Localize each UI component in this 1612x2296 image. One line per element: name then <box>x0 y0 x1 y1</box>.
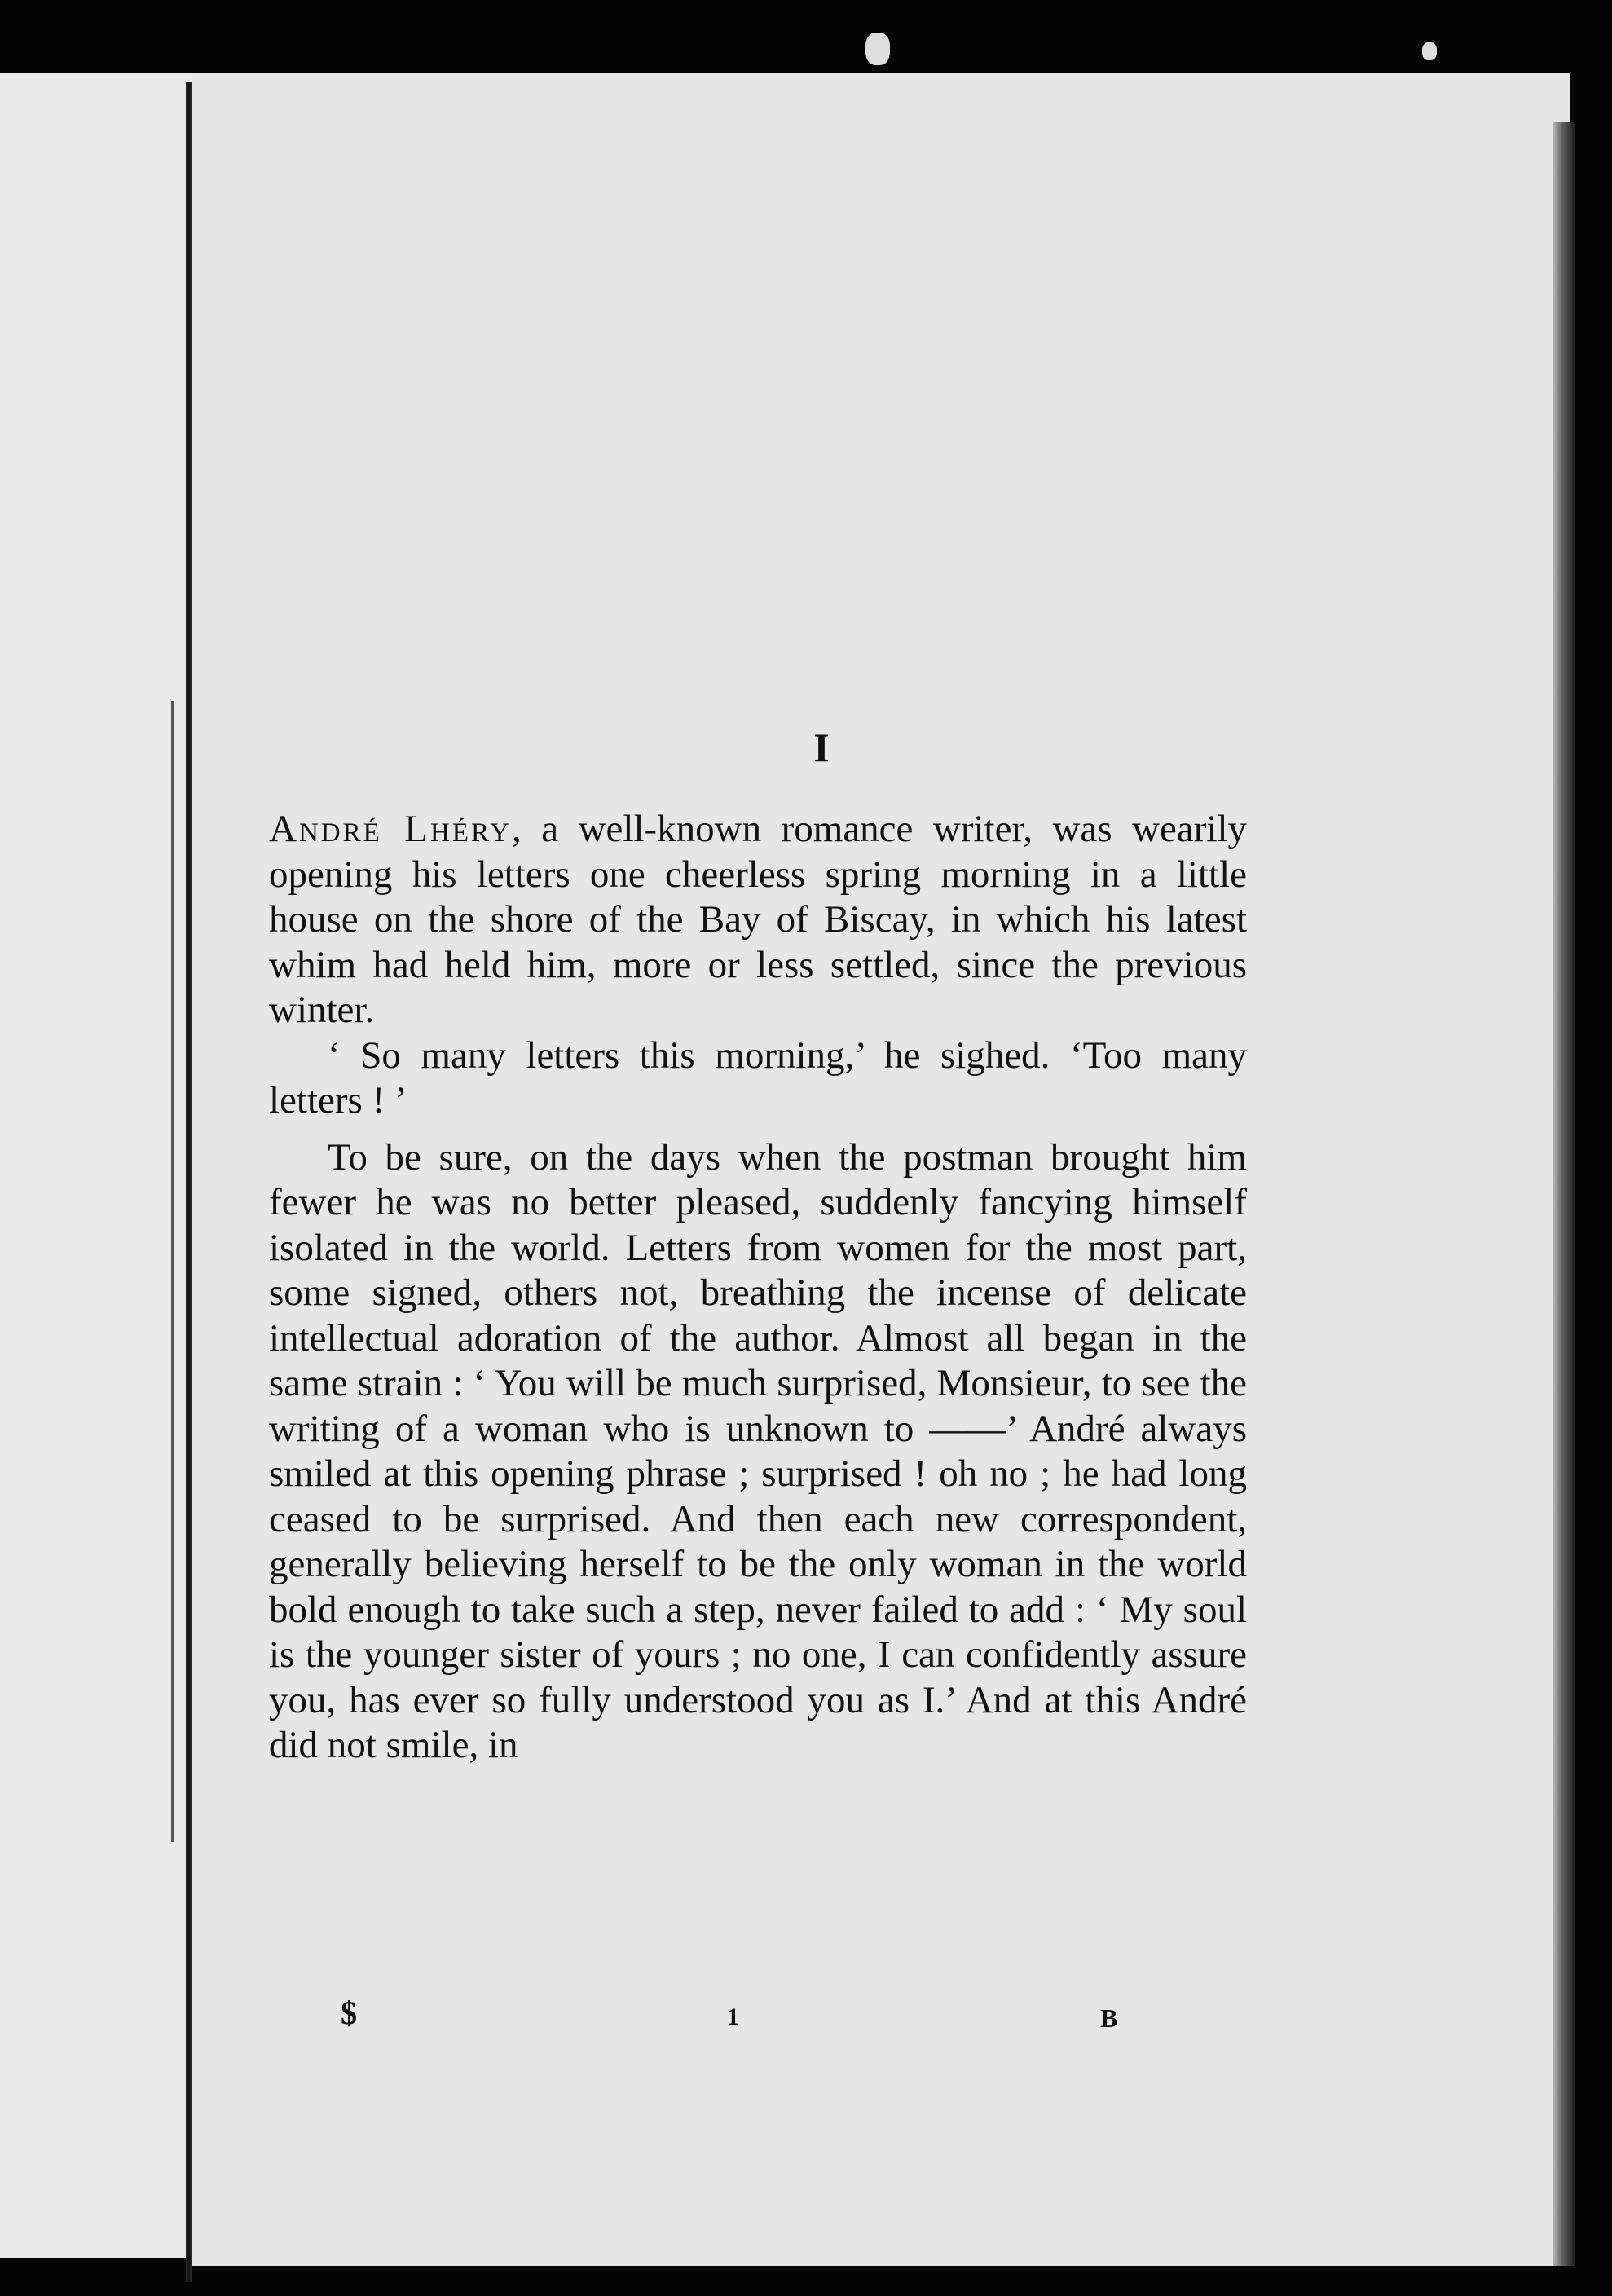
page-number: 1 <box>727 2003 739 2030</box>
printer-mark: $ <box>341 1994 357 2031</box>
page-edge-shadow <box>1553 122 1575 2266</box>
book-gutter <box>186 82 192 2282</box>
body-text <box>269 807 1247 1769</box>
paragraph-lead-name: André Lhéry <box>269 808 512 850</box>
paragraph-2: ‘ So many letters this morning,’ he sighed. ‘Too many letters ! ’ <box>269 1033 1247 1122</box>
scan-speck <box>1422 42 1437 60</box>
paragraph-1-text: , a well-known romance writer, was wearily opening his letters one cheerless spring morning in a little house on the shore of the Bay of Biscay, in which his latest whim had held him, more or less settled, since the previous winter. <box>269 808 1248 1031</box>
paragraph-1 <box>269 807 1247 1033</box>
page-footer <box>0 1994 1612 2043</box>
scan-speck <box>865 33 890 65</box>
signature-letter: B <box>1100 2003 1118 2033</box>
chapter-number: I <box>813 725 831 770</box>
facing-page-edge <box>0 73 196 2258</box>
paragraph-3: To be sure, on the days when the postman brought him fewer he was no better pleased, suddenly fancying himself isolated in the world. Letters from women for the most part, some signed, others not, breathing the incense of delicate intellectual adoration of the author. Almost all began in the same strain : ‘ You will be much surprised, Monsieur, to see the writing of a woman who is unknown to ——’ André always smiled at this opening phrase ; surprised ! oh no ; he had long ceased to be surprised. And then each new correspondent, generally believing herself to be the only woman in the world bold enough to take such a step, never failed to add : ‘ My soul is the younger sister of yours ; no one, I can confidently assure you, has ever so fully understood you as I.’ And at this André did not smile, in <box>269 1135 1247 1766</box>
chapter-heading <box>0 724 1612 771</box>
gutter-shadow <box>171 701 174 1842</box>
